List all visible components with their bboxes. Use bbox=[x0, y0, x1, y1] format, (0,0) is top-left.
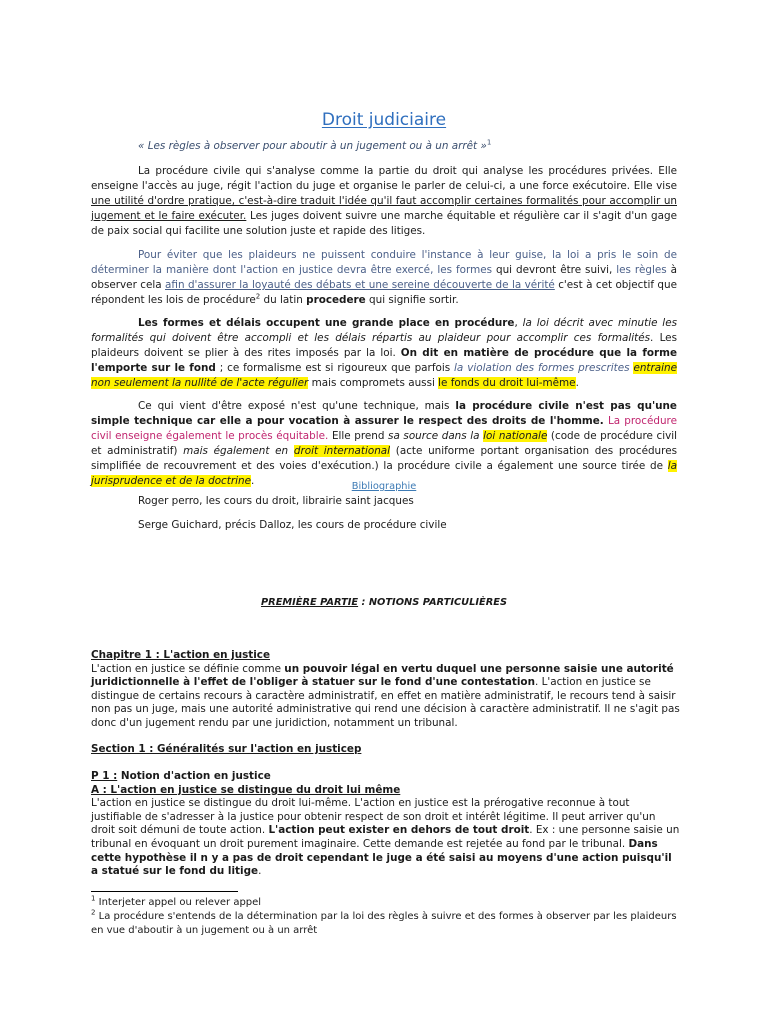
text-run-italic: la violation des formes prescrites bbox=[454, 362, 630, 374]
p1-title: Notion d'action en justice bbox=[117, 770, 271, 782]
text-run-highlight: droit international bbox=[293, 445, 391, 457]
paragraph-forms bbox=[91, 248, 677, 308]
text-run-underlined: une utilité d'ordre pratique, c'est-à-dire traduit l'idée qu'il faut accomplir certaines formalités pour accomplir un jugement et le faire exécuter. bbox=[91, 195, 677, 222]
text-run: . L'action en justice se distingue de certains recours à caractère administratif, en effet en matière administratif, le recours tend à saisir non pas un juge, mais une autorité administrative qui rend une décision à caractère administratif. Il ne s'agit pas donc d'un jugement rendu par une juridiction, notamment un tribunal. bbox=[91, 676, 680, 729]
footnote-2 bbox=[91, 910, 681, 937]
text-run-underlined: afin d'assurer la loyauté des débats et une sereine découverte de la vérité bbox=[165, 279, 555, 291]
chapter-block bbox=[91, 649, 681, 731]
text-run: Ce qui vient d'être exposé n'est qu'une technique, mais bbox=[138, 400, 456, 412]
p1-heading bbox=[91, 770, 681, 784]
text-run-blue: les règles bbox=[616, 264, 667, 276]
text-run: qui devront être suivi, bbox=[492, 264, 617, 276]
text-run: . Les plaideurs doivent se plier à des rites imposés par la loi. bbox=[91, 332, 677, 359]
text-run: (code de procédure civil et administratif) bbox=[91, 430, 678, 457]
text-run-pink: La procédure civil enseigne également le procès équitable. bbox=[91, 415, 677, 442]
text-run-italic: mais également en bbox=[183, 445, 289, 457]
footnote-text: La procédure s'entends de la détermination par la loi des règles à suivre et des formes à observer par les plaideurs en vue d'aboutir à un jugement ou à un arrêt bbox=[91, 911, 677, 936]
bibliography-ref-1: Roger perro, les cours du droit, librairie saint jacques bbox=[138, 495, 414, 507]
text-run: qui signifie sortir. bbox=[365, 294, 459, 306]
footnote-number: 1 bbox=[91, 894, 96, 903]
text-run: L'action en justice se définie comme bbox=[91, 662, 285, 675]
chapter-body bbox=[91, 663, 681, 731]
part-title: : NOTIONS PARTICULIÈRES bbox=[358, 597, 508, 608]
text-run: . Ex : une personne saisie un tribunal en évoquant un droit purement imaginaire. Cette demande est rejetée au fond par le tribunal. bbox=[91, 824, 680, 850]
text-run: . bbox=[575, 377, 579, 389]
text-run-bold: Dans cette hypothèse il n y a pas de droit cependant le juge a été saisi au moyens d'une action puisqu'il a statué sur le fond du litige bbox=[91, 837, 672, 878]
text-run-italic: sa source dans la bbox=[388, 430, 480, 442]
bibliography-ref-2: Serge Guichard, précis Dalloz, les cours de procédure civile bbox=[138, 519, 447, 531]
paragraph-technique bbox=[91, 399, 677, 489]
text-run: Elle prend bbox=[328, 430, 389, 442]
footnote-number: 2 bbox=[91, 908, 96, 917]
text-run: Les juges doivent suivre une marche équitable et régulière car il s'agit d'un gage de paix social qui facilite une solution juste et rapide des litiges. bbox=[91, 210, 677, 237]
text-run: (acte uniforme portant organisation des procédures simplifiée de recouvrement et des voies d'exécution.) la procédure civile a également une source tirée de bbox=[91, 445, 677, 472]
part-heading bbox=[0, 597, 768, 608]
text-run: . bbox=[258, 865, 262, 878]
text-run-bold: procedere bbox=[306, 294, 366, 306]
quote-text: « Les règles à observer pour aboutir à un jugement ou à un arrêt » bbox=[138, 140, 487, 152]
footnote-ref-2: 2 bbox=[255, 292, 261, 301]
text-run: ; ce formalisme est si rigoureux que parfois bbox=[215, 362, 455, 374]
part-label: PREMIÈRE PARTIE bbox=[260, 597, 359, 608]
text-run-bold: un pouvoir légal en vertu duquel une personne saisie une autorité juridictionnelle à l'effet de l'obliger à statuer sur le fond d'une contestation bbox=[91, 662, 674, 689]
text-run: L'action en justice se distingue du droit lui-même. L'action en justice est la prérogative reconnue à tout justifiable de s'adresser à la justice pour obtenir respect de son droit et intérêt légitime. Il peut arriver qu'un droit soit démuni de toute action. bbox=[91, 797, 656, 837]
text-run: du latin bbox=[260, 294, 307, 306]
section-heading: Section 1 : Généralités sur l'action en justicep bbox=[91, 743, 362, 755]
text-run: mais compromets aussi bbox=[308, 377, 439, 389]
p1-label: P 1 : bbox=[91, 770, 118, 782]
text-run: La procédure civile qui s'analyse comme la partie du droit qui analyse les procédures privées. Elle enseigne l'accès au juge, régit l'action du juge et organise le parler de celui-ci, a une force exécutoire. Elle vise bbox=[91, 165, 677, 192]
text-run: . bbox=[250, 475, 255, 487]
epigraph-quote bbox=[138, 140, 491, 152]
text-run-blue: Pour éviter que les plaideurs ne puissent conduire l'instance à leur guise, la loi a pris le soin de déterminer la manière dont l'action en justice devra être exercé, les formes bbox=[91, 249, 677, 276]
footnote-text: Interjeter appel ou relever appel bbox=[95, 897, 262, 908]
chapter-heading: Chapitre 1 : L'action en justice bbox=[91, 649, 271, 661]
document-title: Droit judiciaire bbox=[321, 110, 447, 130]
text-run-bold: la procédure civile n'est pas qu'une simple technique car elle a pour vocation à assurer le respect des droits de l'homme. bbox=[91, 400, 677, 427]
text-run-italic: la loi décrit avec minutie les formalités qui doivent être accompli et les délais répartis au plaideur pour accomplir ces formalités bbox=[91, 317, 678, 344]
footnote-separator bbox=[91, 891, 238, 892]
paragraph-intro bbox=[91, 164, 677, 239]
subsection-a-heading: A : L'action en justice se distingue du droit lui même bbox=[91, 783, 401, 796]
paragraph-formalism bbox=[91, 316, 677, 391]
subsection-block bbox=[91, 770, 681, 879]
text-run-highlight: la jurisprudence et de la doctrine bbox=[91, 460, 677, 487]
text-run-highlight: le fonds du droit lui-même bbox=[438, 377, 576, 389]
footnote-1 bbox=[91, 896, 681, 910]
text-run bbox=[288, 445, 294, 457]
text-run: c'est à cet objectif que répondent les lois de procédure bbox=[91, 279, 677, 306]
text-run-bold: L'action peut exister en dehors de tout droit bbox=[268, 824, 530, 837]
text-run-highlight: loi nationale bbox=[483, 430, 548, 442]
text-run-bold: On dit en matière de procédure que la forme l'emporte sur le fond bbox=[91, 347, 677, 374]
footnote-ref-1: 1 bbox=[486, 138, 492, 147]
text-run: à observer cela bbox=[91, 264, 677, 291]
text-run-highlight: entraine non seulement la nullité de l'acte régulier bbox=[91, 362, 677, 389]
text-run: , bbox=[514, 317, 523, 329]
bibliography-heading[interactable]: Bibliographie bbox=[351, 481, 417, 492]
text-run-bold: Les formes et délais occupent une grande place en procédure bbox=[138, 317, 515, 329]
subsection-a-body bbox=[91, 797, 681, 879]
